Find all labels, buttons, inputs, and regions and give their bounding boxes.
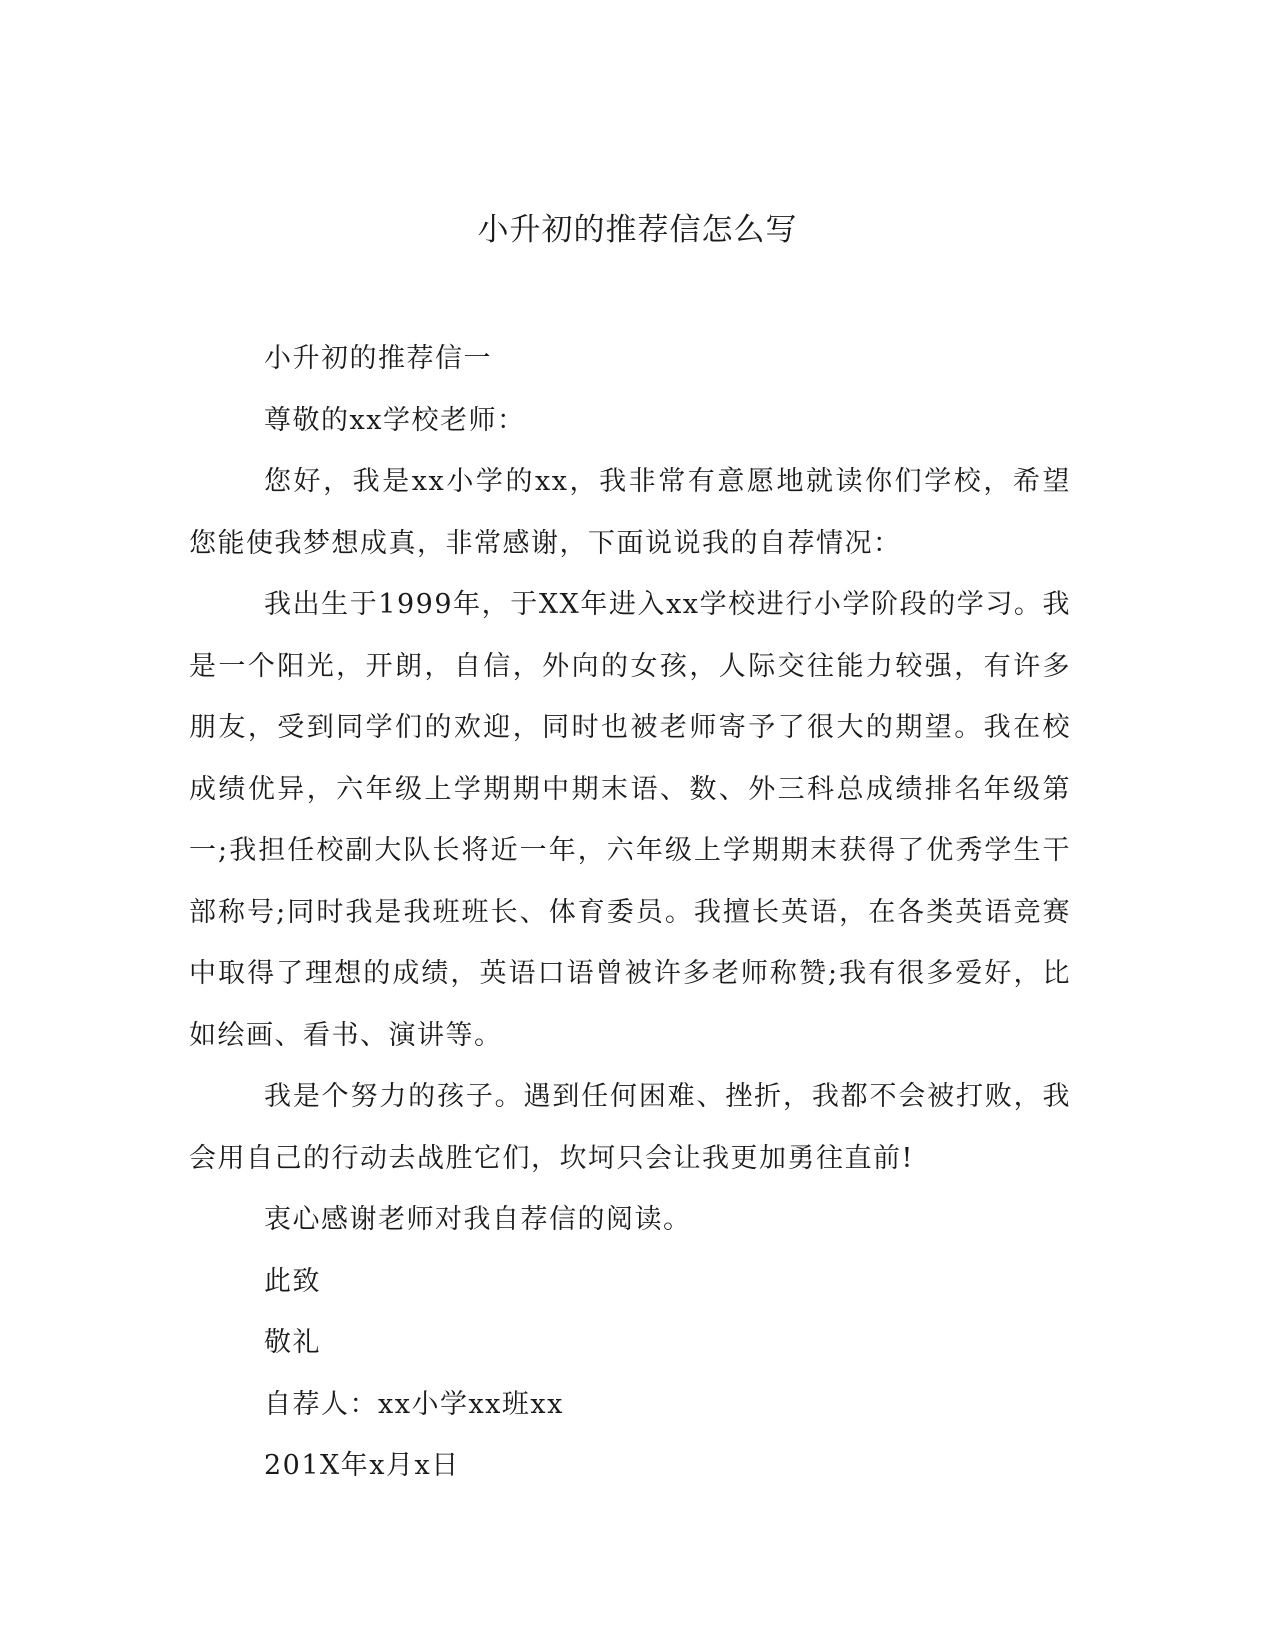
character-paragraph: 我是个努力的孩子。遇到任何困难、挫折，我都不会被打败，我会用自己的行动去战胜它们，坎坷只会让我更加勇往直前! (189, 1081, 1071, 1174)
self-introduction-paragraph: 我出生于1999年，于XX年进入xx学校进行小学阶段的学习。我是一个阳光，开朗，自信，外向的女孩，人际交往能力较强，有许多朋友，受到同学们的欢迎，同时也被老师寄予了很大的期望。我在校成绩优异，六年级上学期期中期末语、数、外三科总成绩排名年级第一;我担任校副大队长将近一年，六年级上学期期末获得了优秀学生干部称号;同时我是我班班长、体育委员。我擅长英语，在各类英语竞赛中取得了理想的成绩，英语口语曾被许多老师称赞;我有很多爱好，比如绘画、看书、演讲等。 (189, 589, 1071, 1051)
salutation: 尊敬的xx学校老师： (264, 404, 526, 436)
letter-heading: 小升初的推荐信一 (264, 343, 492, 374)
letter-body (189, 328, 1071, 1497)
document-title: 小升初的推荐信怎么写 (477, 212, 798, 248)
date-line: 201X年x月x日 (264, 1450, 460, 1481)
thanks-paragraph: 衷心感谢老师对我自荐信的阅读。 (264, 1204, 692, 1235)
regards-line: 敬礼 (264, 1327, 321, 1358)
greeting-paragraph: 您好，我是xx小学的xx，我非常有意愿地就读你们学校，希望您能使我梦想成真，非常感谢，下面说说我的自荐情况： (189, 466, 1071, 559)
signature-line: 自荐人：xx小学xx班xx (264, 1388, 564, 1420)
closing-line: 此致 (264, 1265, 321, 1297)
